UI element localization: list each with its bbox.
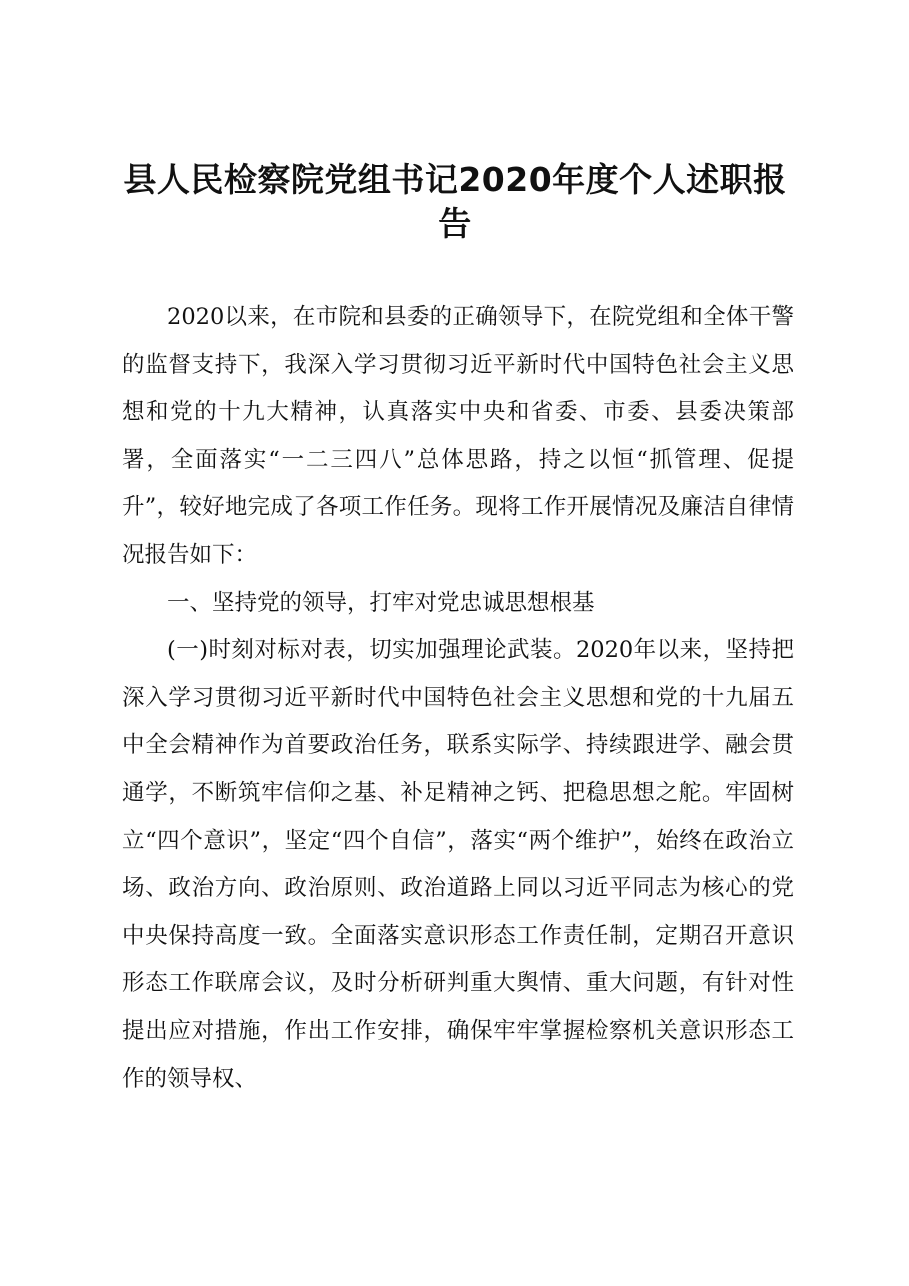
paragraph-section-1-1: (一)时刻对标对表，切实加强理论武装。2020年以来，坚持把深入学习贯彻习近平新时代中国特色社会主义思想和党的十九届五中全会精神作为首要政治任务，联系实际学、持续跟进学、融会贯通学，不断筑牢信仰之基、补足精神之钙、把稳思想之舵。牢固树立“四个意识”，坚定“四个自信”，落实“两个维护”，始终在政治立场、政治方向、政治原则、政治道路上同以习近平同志为核心的党中央保持高度一致。全面落实意识形态工作责任制，定期召开意识形态工作联席会议，及时分析研判重大舆情、重大问题，有针对性提出应对措施，作出工作安排，确保牢牢掌握检察机关意识形态工作的领导权、 — [122, 637, 794, 1092]
document-body — [122, 294, 794, 1103]
section-heading-1: 一、坚持党的领导，打牢对党忠诚思想根基 — [167, 589, 595, 616]
paragraph-intro: 2020以来，在市院和县委的正确领导下，在院党组和全体干警的监督支持下，我深入学习贯彻习近平新时代中国特色社会主义思想和党的十九大精神，认真落实中央和省委、市委、县委决策部署，全面落实“一二三四八”总体思路，持之以恒“抓管理、促提升”，较好地完成了各项工作任务。现将工作开展情况及廉洁自律情况报告如下： — [122, 304, 794, 568]
document-title: 县人民检察院党组书记2020年度个人述职报告 — [123, 160, 787, 243]
